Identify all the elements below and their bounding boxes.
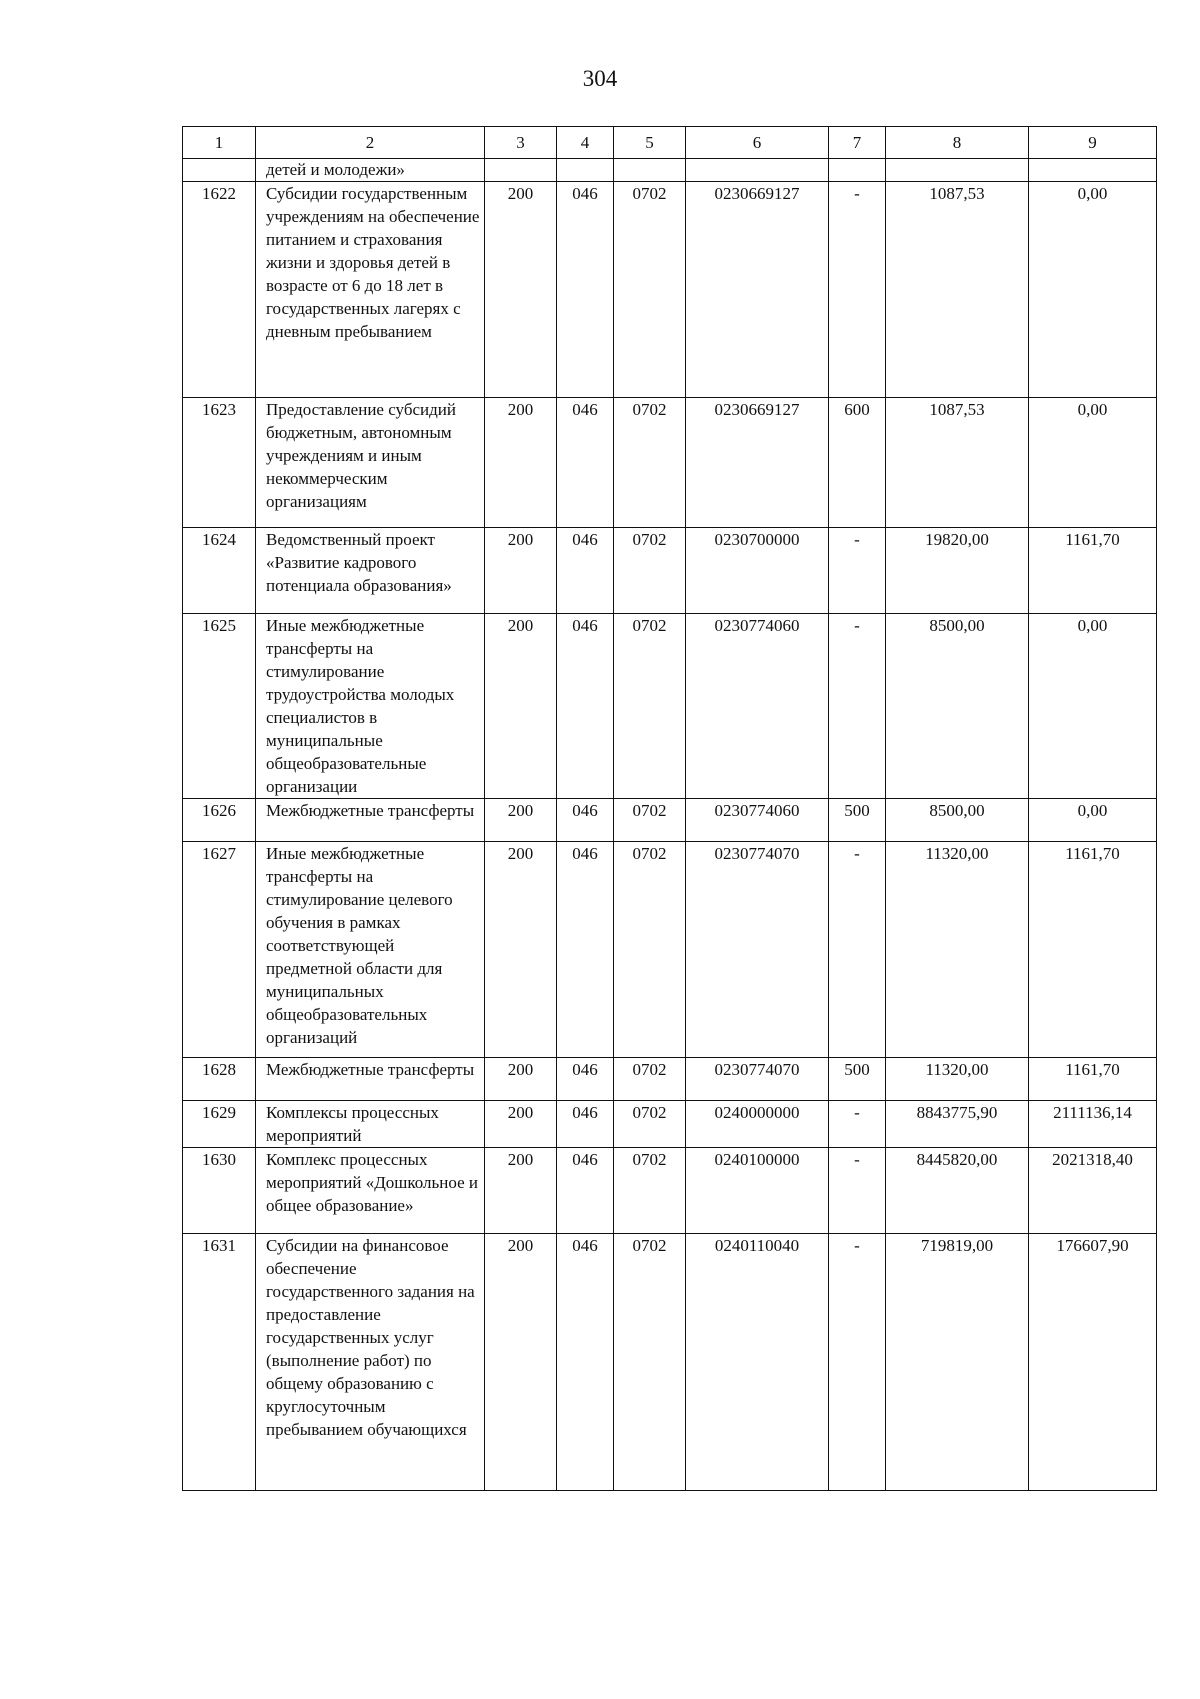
- row-code3-cell: 200: [485, 799, 557, 842]
- row-name-cell: Иные межбюджетные трансферты на стимулирование целевого обучения в рамках соответствующей предметной области для муниципальных общеобразовательных организаций: [256, 842, 485, 1058]
- row-amount9-cell: 1161,70: [1029, 1058, 1157, 1101]
- row-amount8-cell: 8445820,00: [886, 1148, 1029, 1234]
- row-code6-cell: 0230774060: [686, 614, 829, 799]
- row-number-cell: 1625: [183, 614, 256, 799]
- row-code6-cell: 0230774060: [686, 799, 829, 842]
- row-code7-cell: 600: [829, 398, 886, 528]
- row-code7-cell: -: [829, 1101, 886, 1148]
- table-row: [183, 1058, 1157, 1101]
- row-number-cell: 1626: [183, 799, 256, 842]
- row-code5-cell: 0702: [614, 1058, 686, 1101]
- continuation-cell: [614, 159, 686, 182]
- continuation-cell: [485, 159, 557, 182]
- row-code6-cell: 0240000000: [686, 1101, 829, 1148]
- row-code6-cell: 0230774070: [686, 1058, 829, 1101]
- row-code3-cell: 200: [485, 1101, 557, 1148]
- table-row: [183, 1101, 1157, 1148]
- table-row: [183, 1148, 1157, 1234]
- row-code4-cell: 046: [557, 398, 614, 528]
- continuation-cell: [686, 159, 829, 182]
- row-amount8-cell: 11320,00: [886, 1058, 1029, 1101]
- row-code5-cell: 0702: [614, 799, 686, 842]
- table-row: [183, 528, 1157, 614]
- row-code5-cell: 0702: [614, 1234, 686, 1491]
- row-amount9-cell: 0,00: [1029, 614, 1157, 799]
- row-code5-cell: 0702: [614, 182, 686, 398]
- table-row: [183, 398, 1157, 528]
- row-amount9-cell: 1161,70: [1029, 528, 1157, 614]
- row-code7-cell: -: [829, 182, 886, 398]
- row-code7-cell: -: [829, 528, 886, 614]
- row-code7-cell: 500: [829, 799, 886, 842]
- row-code3-cell: 200: [485, 842, 557, 1058]
- header-cell-8: 8: [886, 127, 1029, 159]
- table-row: [183, 182, 1157, 398]
- row-code3-cell: 200: [485, 398, 557, 528]
- row-number-cell: 1630: [183, 1148, 256, 1234]
- row-code4-cell: 046: [557, 1101, 614, 1148]
- page-number: 304: [582, 66, 618, 91]
- header-cell-5: 5: [614, 127, 686, 159]
- row-code6-cell: 0240110040: [686, 1234, 829, 1491]
- row-amount9-cell: 2021318,40: [1029, 1148, 1157, 1234]
- row-code6-cell: 0240100000: [686, 1148, 829, 1234]
- row-code5-cell: 0702: [614, 1148, 686, 1234]
- row-number-cell: 1628: [183, 1058, 256, 1101]
- row-code4-cell: 046: [557, 1148, 614, 1234]
- table-row: [183, 842, 1157, 1058]
- row-number-cell: 1624: [183, 528, 256, 614]
- row-code3-cell: 200: [485, 1148, 557, 1234]
- row-name-cell: Межбюджетные трансферты: [256, 799, 485, 842]
- row-amount9-cell: 1161,70: [1029, 842, 1157, 1058]
- row-amount8-cell: 8843775,90: [886, 1101, 1029, 1148]
- table-row: [183, 799, 1157, 842]
- row-name-cell: Иные межбюджетные трансферты на стимулирование трудоустройства молодых специалистов в муниципальные общеобразовательные организации: [256, 614, 485, 799]
- row-amount8-cell: 11320,00: [886, 842, 1029, 1058]
- row-code4-cell: 046: [557, 182, 614, 398]
- header-cell-6: 6: [686, 127, 829, 159]
- row-code6-cell: 0230669127: [686, 398, 829, 528]
- row-code3-cell: 200: [485, 1234, 557, 1491]
- row-code3-cell: 200: [485, 1058, 557, 1101]
- row-code7-cell: -: [829, 1148, 886, 1234]
- row-code7-cell: 500: [829, 1058, 886, 1101]
- table-row: [183, 614, 1157, 799]
- row-number-cell: 1623: [183, 398, 256, 528]
- row-code5-cell: 0702: [614, 614, 686, 799]
- header-cell-4: 4: [557, 127, 614, 159]
- row-code6-cell: 0230669127: [686, 182, 829, 398]
- table-body: [183, 127, 1157, 1491]
- row-code4-cell: 046: [557, 799, 614, 842]
- row-code5-cell: 0702: [614, 528, 686, 614]
- row-amount9-cell: 176607,90: [1029, 1234, 1157, 1491]
- row-amount8-cell: 19820,00: [886, 528, 1029, 614]
- row-amount8-cell: 719819,00: [886, 1234, 1029, 1491]
- header-cell-1: 1: [183, 127, 256, 159]
- continuation-row: [183, 159, 1157, 182]
- row-code7-cell: -: [829, 614, 886, 799]
- row-name-cell: Субсидии на финансовое обеспечение государственного задания на предоставление государственных услуг (выполнение работ) по общему образованию с круглосуточным пребыванием обучающихся: [256, 1234, 485, 1491]
- row-amount9-cell: 0,00: [1029, 799, 1157, 842]
- continuation-name-cell: детей и молодежи»: [256, 159, 485, 182]
- row-name-cell: Субсидии государственным учреждениям на обеспечение питанием и страхования жизни и здоровья детей в возрасте от 6 до 18 лет в государственных лагерях с дневным пребыванием: [256, 182, 485, 398]
- row-number-cell: 1631: [183, 1234, 256, 1491]
- row-code4-cell: 046: [557, 614, 614, 799]
- table-row: [183, 1234, 1157, 1491]
- row-amount8-cell: 8500,00: [886, 614, 1029, 799]
- row-code6-cell: 0230700000: [686, 528, 829, 614]
- row-code3-cell: 200: [485, 182, 557, 398]
- row-code5-cell: 0702: [614, 842, 686, 1058]
- continuation-cell: [557, 159, 614, 182]
- row-code3-cell: 200: [485, 528, 557, 614]
- row-code7-cell: -: [829, 842, 886, 1058]
- row-name-cell: Комплекс процессных мероприятий «Дошкольное и общее образование»: [256, 1148, 485, 1234]
- row-amount8-cell: 8500,00: [886, 799, 1029, 842]
- header-cell-7: 7: [829, 127, 886, 159]
- row-number-cell: 1627: [183, 842, 256, 1058]
- continuation-num-cell: [183, 159, 256, 182]
- row-name-cell: Межбюджетные трансферты: [256, 1058, 485, 1101]
- budget-table: [182, 126, 1157, 1491]
- row-code4-cell: 046: [557, 1058, 614, 1101]
- row-amount9-cell: 2111136,14: [1029, 1101, 1157, 1148]
- row-name-cell: Ведомственный проект «Развитие кадрового потенциала образования»: [256, 528, 485, 614]
- row-code4-cell: 046: [557, 1234, 614, 1491]
- row-code5-cell: 0702: [614, 1101, 686, 1148]
- row-code3-cell: 200: [485, 614, 557, 799]
- row-number-cell: 1629: [183, 1101, 256, 1148]
- continuation-cell: [1029, 159, 1157, 182]
- row-number-cell: 1622: [183, 182, 256, 398]
- header-cell-9: 9: [1029, 127, 1157, 159]
- header-cell-3: 3: [485, 127, 557, 159]
- row-code5-cell: 0702: [614, 398, 686, 528]
- row-amount8-cell: 1087,53: [886, 398, 1029, 528]
- row-amount8-cell: 1087,53: [886, 182, 1029, 398]
- row-amount9-cell: 0,00: [1029, 182, 1157, 398]
- row-code6-cell: 0230774070: [686, 842, 829, 1058]
- row-code4-cell: 046: [557, 528, 614, 614]
- row-amount9-cell: 0,00: [1029, 398, 1157, 528]
- row-code4-cell: 046: [557, 842, 614, 1058]
- header-cell-2: 2: [256, 127, 485, 159]
- row-code7-cell: -: [829, 1234, 886, 1491]
- row-name-cell: Предоставление субсидий бюджетным, автономным учреждениям и иным некоммерческим организациям: [256, 398, 485, 528]
- row-name-cell: Комплексы процессных мероприятий: [256, 1101, 485, 1148]
- continuation-cell: [829, 159, 886, 182]
- continuation-cell: [886, 159, 1029, 182]
- header-row: [183, 127, 1157, 159]
